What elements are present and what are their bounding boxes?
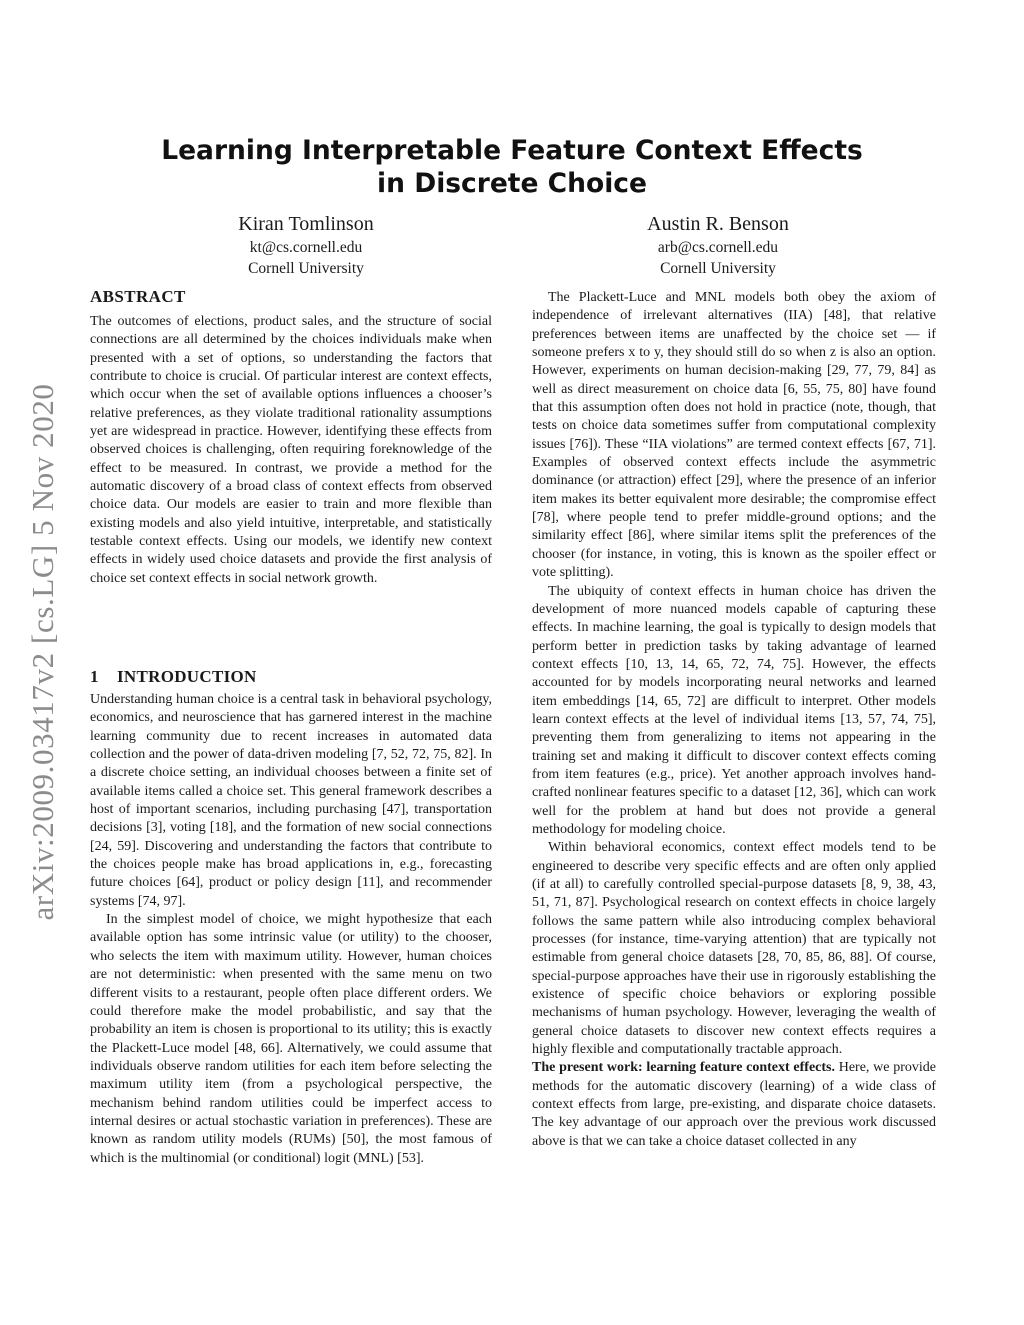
introduction-left-column [90,691,492,1168]
paragraph: Within behavioral economics, context effect models tend to be engineered to describe very specific effects and are often only applied (if at all) to carefully controlled special-purpose datasets [8, 9, 38, 43, 51, 71, 87]. Psychological research on context effects in choice largely follows the same pattern while also introducing complex behavioral processes (for instance, time-varying attention) that are typically not estimable from general choice datasets [28, 70, 85, 86, 88]. Of course, special-purpose approaches have their use in rigorously establishing the existence of specific choice behaviors or exploring possible mechanisms of human psychology. However, leveraging the wealth of general choice datasets to discover new context effects requires a highly flexible and computationally tractable approach. [532,840,936,1058]
paragraph: Understanding human choice is a central task in behavioral psychology, economics, and neuroscience that has garnered interest in the machine learning community due to recent increases in automated data collection and the power of data-driven modeling [7, 52, 72, 75, 82]. In a discrete choice setting, an individual chooses between a finite set of available items called a choice set. This general framework describes a host of important scenarios, including purchasing [47], transportation decisions [3], voting [18], and the formation of new social connections [24, 59]. Discovering and understanding the factors that contribute to the choices people make has broad applications in, e.g., forecasting future choices [64], product or policy design [11], and recommender systems [74, 97]. [90,692,492,909]
title-line-1: Learning Interpretable Feature Context Effects [161,135,863,166]
author-name: Kiran Tomlinson [238,213,374,235]
author-name: Austin R. Benson [647,213,789,235]
run-in-heading: The present work: learning feature context effects. [532,1060,835,1076]
author-affiliation: Cornell University [660,260,776,277]
section-heading-introduction [90,667,257,687]
paragraph-text: Here, we provide methods for the automatic discovery (learning) of a wide class of context effects from large, pre-existing, and disparate choice datasets. The key advantage of our approach over the previous work discussed above is that we can take a choice dataset collected in any [532,1060,936,1149]
paragraph: The ubiquity of context effects in human choice has driven the development of more nuanced models capable of capturing these effects. In machine learning, the goal is typically to design models that perform better in prediction tasks by taking advantage of learned context effects [10, 13, 14, 65, 72, 74, 75]. However, the effects accounted for by models incorporating neural networks and learned item embeddings [14, 65, 72] are difficult to interpret. Other models learn context effects at the level of individual items [13, 57, 74, 75], preventing them from generalizing to items not appearing in the training set and making it difficult to discover context effects coming from item features (e.g., price). Yet another approach involves hand-crafted nonlinear features specific to a dataset [12, 36], which can work well for the problem at hand but does not provide a general methodology for modeling choice. [532,583,936,837]
right-column [532,289,936,1151]
author-block-2 [538,212,898,279]
arxiv-sidebar-stamp [22,352,64,952]
abstract-heading: ABSTRACT [90,287,186,306]
arxiv-identifier: arXiv:2009.03417v2 [cs.LG] 5 Nov 2020 [25,383,60,921]
title-line-2: in Discrete Choice [377,168,647,199]
abstract-text: The outcomes of elections, product sales, and the structure of social connections are all determined by the choices individuals make when presented with a set of options, so understanding the factors that contribute to choice is crucial. Of particular interest are context effects, which occur when the set of available options influences a chooser’s relative preferences, as they violate traditional rationality assumptions yet are widespread in practice. However, identifying these effects from observed choices is challenging, often requiring foreknowledge of the effect to be measured. In contrast, we provide a method for the automatic discovery of a broad class of context effects from observed choice data. Our models are easier to train and more flexible than existing models and also yield intuitive, interpretable, and statistically testable context effects. Using our models, we identify new context effects in widely used choice datasets and provide the first analysis of choice set context effects in social network growth. [90,314,492,586]
section-number: 1 [90,667,99,686]
paragraph: The Plackett-Luce and MNL models both obey the axiom of independence of irrelevant alternatives (IIA) [48], that relative preferences between items are unaffected by the choice set — if someone prefers x to y, they should still do so when z is also an option. However, experiments on human decision-making [29, 77, 79, 84] as well as direct measurement on choice data [6, 55, 75, 80] have found that this assumption often does not hold in practice (note, though, that tests on choice data sometimes suffer from computational complexity issues [76]). These “IIA violations” are termed context effects [67, 71]. Examples of observed context effects include the asymmetric dominance (or attraction) effect [29], where the presence of an inferior item makes its better equivalent more desirable; the compromise effect [78], where people tend to prefer middle-ground options; and the similarity effect [86], where similar items split the preferences of the chooser (for instance, in voting, this is known as the spoiler effect or vote splitting). [532,290,936,581]
author-email: arb@cs.cornell.edu [657,239,779,256]
author-affiliation: Cornell University [248,260,364,277]
author-block-1 [126,212,486,279]
paragraph-present-work [532,1059,936,1151]
author-email: kt@cs.cornell.edu [249,239,363,256]
section-title: INTRODUCTION [117,667,257,686]
paragraph: In the simplest model of choice, we might hypothesize that each available option has some intrinsic value (or utility) to the chooser, who selects the item with maximum utility. However, human choices are not deterministic: when presented with the same menu on two different visits to a restaurant, people often place different orders. We could therefore make the model probabilistic, and say that the probability an item is chosen is proportional to its utility; this is exactly the Plackett-Luce model [48, 66]. Alternatively, we could assume that individuals observe random utilities for each item before selecting the maximum utility item (from a psychological perspective, the mechanism behind random utilities could be imperfect access to internal desires or actual stochastic variation in preferences). These are known as random utility models (RUMs) [50], the most famous of which is the multinomial (or conditional) logit (MNL) [53]. [90,912,492,1166]
abstract-body [90,313,492,588]
paper-title [0,134,1024,200]
